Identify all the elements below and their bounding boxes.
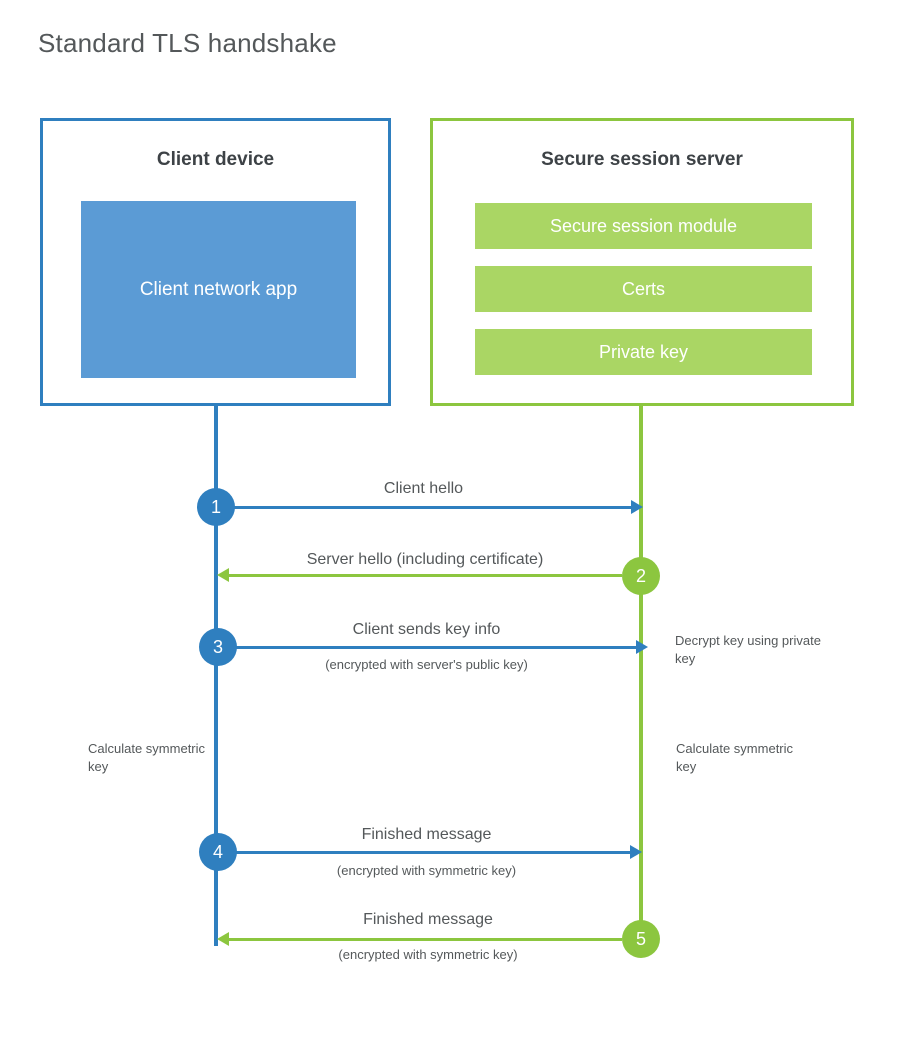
message-5-sublabel: (encrypted with symmetric key) (338, 947, 518, 962)
message-3-sublabel: (encrypted with server's public key) (325, 657, 528, 672)
message-4-arrowhead (630, 845, 642, 859)
step-marker-5: 5 (622, 920, 660, 958)
secure-session-server-panel (430, 118, 854, 406)
page-title: Standard TLS handshake (38, 28, 337, 58)
message-5-line (229, 938, 622, 941)
message-5-arrowhead (217, 932, 229, 946)
note-decrypt-key: Decrypt key using private key (675, 633, 821, 666)
message-2-line (229, 574, 622, 577)
server-certs-row: Certs (475, 266, 812, 312)
step-marker-4: 4 (199, 833, 237, 871)
note-server-calculate-symmetric-key: Calculate symmetric key (676, 741, 794, 774)
client-network-app-box: Client network app (81, 201, 356, 378)
server-lifeline (639, 406, 643, 941)
step-marker-2: 2 (622, 557, 660, 595)
message-4-sublabel: (encrypted with symmetric key) (336, 863, 517, 878)
message-4-label: Finished message (361, 826, 492, 843)
client-device-title: Client device (156, 149, 275, 170)
step-marker-3: 3 (199, 628, 237, 666)
message-4-line (216, 851, 634, 854)
message-3-label: Client sends key info (352, 621, 501, 638)
note-client-calculate-symmetric-key: Calculate symmetric key (88, 741, 206, 774)
server-module-row: Secure session module (475, 203, 812, 249)
message-2-label: Server hello (including certificate) (306, 551, 544, 568)
message-3-line (216, 646, 636, 649)
message-5-label: Finished message (363, 911, 493, 928)
message-1-line (216, 506, 631, 509)
secure-session-server-title: Secure session server (541, 149, 743, 170)
server-private-key-row: Private key (475, 329, 812, 375)
message-2-arrowhead (217, 568, 229, 582)
message-3-arrowhead (636, 640, 648, 654)
client-device-panel (40, 118, 391, 406)
step-marker-1: 1 (197, 488, 235, 526)
message-1-arrowhead (631, 500, 643, 514)
message-1-label: Client hello (383, 480, 464, 497)
